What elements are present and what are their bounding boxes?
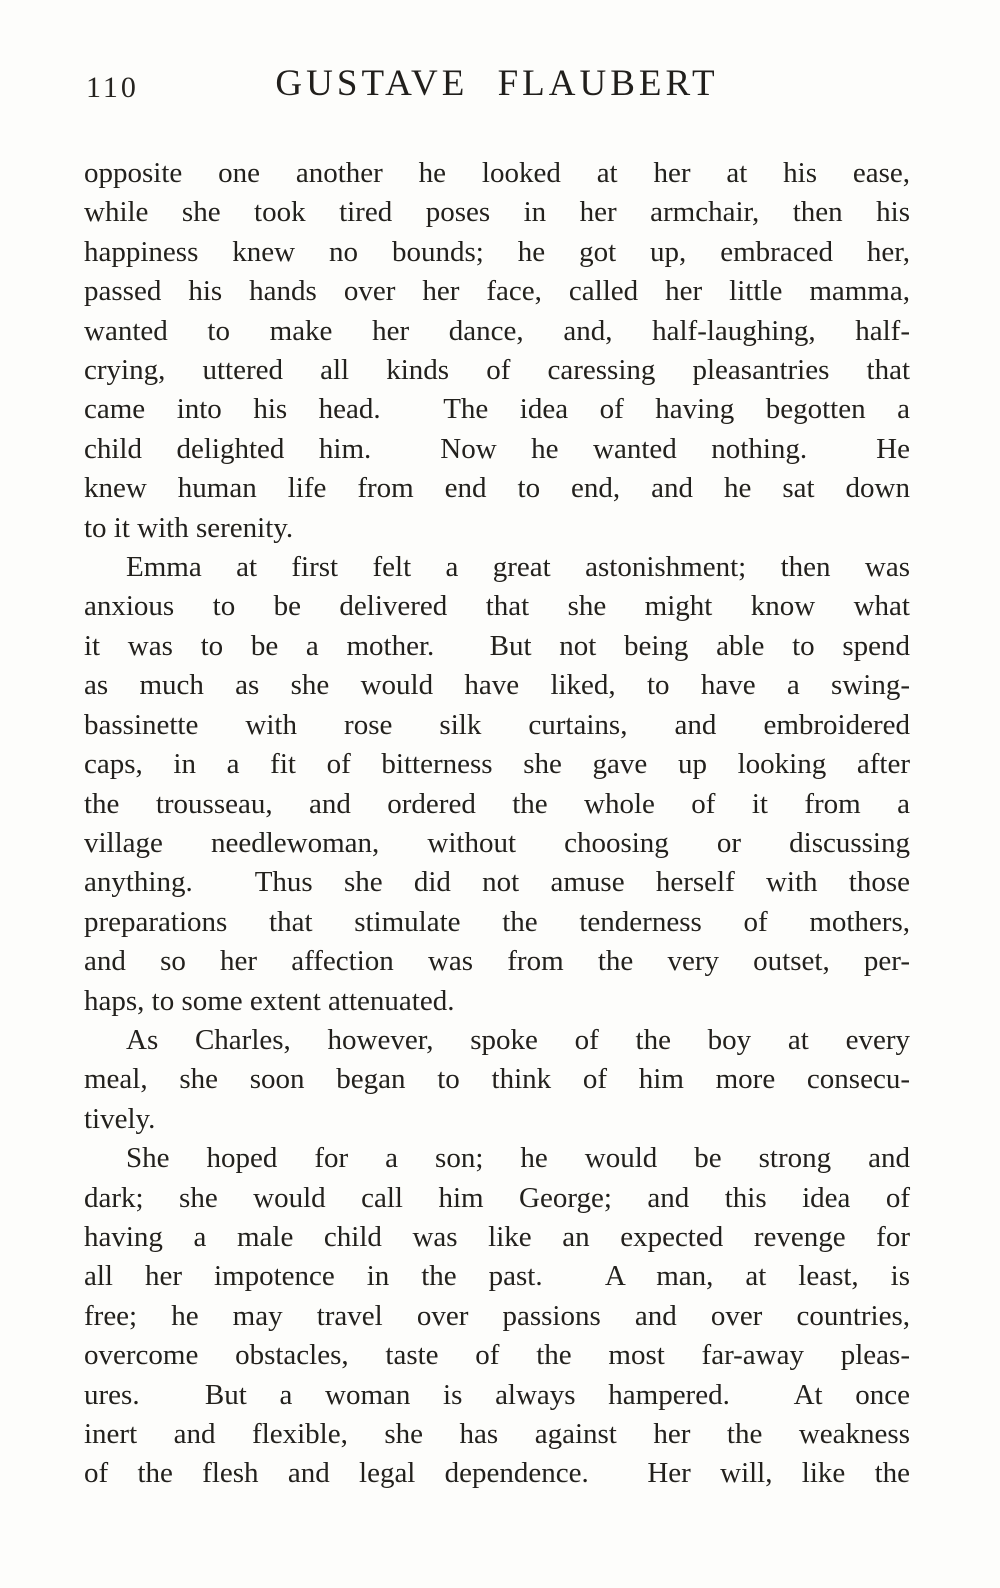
- text-line: and so her affection was from the very outset, per-: [84, 945, 910, 978]
- text-line: preparations that stimulate the tenderness of mothers,: [84, 905, 910, 938]
- page-header: [84, 62, 910, 114]
- text-line: all her impotence in the past. A man, at least, is: [84, 1260, 910, 1293]
- text-line: meal, she soon began to think of him more consecu-: [84, 1063, 910, 1096]
- text-line: overcome obstacles, taste of the most far-away pleas-: [84, 1339, 910, 1372]
- text-line: crying, uttered all kinds of caressing pleasantries that: [84, 354, 910, 387]
- text-line: bassinette with rose silk curtains, and embroidered: [84, 708, 910, 741]
- page-title: GUSTAVE FLAUBERT: [275, 63, 719, 104]
- text-line: knew human life from end to end, and he sat down: [84, 472, 910, 505]
- paragraph: [84, 548, 910, 1021]
- paragraph: [84, 1021, 910, 1139]
- text-line: came into his head. The idea of having begotten a: [84, 393, 910, 426]
- text-line: having a male child was like an expected revenge for: [84, 1220, 910, 1253]
- paragraph: [84, 1139, 910, 1494]
- text-line: child delighted him. Now he wanted nothing. He: [84, 432, 910, 465]
- text-body: [84, 154, 910, 1494]
- text-line: free; he may travel over passions and over countries,: [84, 1299, 910, 1332]
- text-line: the trousseau, and ordered the whole of it from a: [84, 787, 910, 820]
- text-line: Emma at first felt a great astonishment; then was: [126, 551, 910, 584]
- text-line: ures. But a woman is always hampered. At once: [84, 1378, 910, 1411]
- text-line: of the flesh and legal dependence. Her will, like the: [84, 1457, 910, 1490]
- text-line: wanted to make her dance, and, half-laughing, half-: [84, 314, 910, 347]
- text-line: dark; she would call him George; and this idea of: [84, 1181, 910, 1214]
- text-line: anything. Thus she did not amuse herself with those: [84, 866, 910, 899]
- text-line: inert and flexible, she has against her the weakness: [84, 1418, 910, 1450]
- text-line: to it with serenity.: [84, 511, 294, 544]
- text-line: haps, to some extent attenuated.: [84, 984, 455, 1017]
- text-line: She hoped for a son; he would be strong and: [126, 1142, 910, 1175]
- paragraph: [84, 154, 910, 548]
- page-number: 110: [86, 71, 139, 104]
- text-line: it was to be a mother. But not being able to spend: [84, 629, 910, 662]
- text-line: passed his hands over her face, called her little mamma,: [84, 275, 910, 308]
- text-line: As Charles, however, spoke of the boy at every: [126, 1023, 910, 1056]
- text-line: village needlewoman, without choosing or discussing: [84, 826, 910, 859]
- text-line: tively.: [84, 1102, 156, 1135]
- text-line: caps, in a fit of bitterness she gave up looking after: [84, 748, 910, 781]
- text-line: anxious to be delivered that she might know what: [84, 590, 910, 623]
- text-line: as much as she would have liked, to have a swing-: [84, 669, 910, 702]
- text-line: happiness knew no bounds; he got up, embraced her,: [84, 235, 910, 268]
- text-line: opposite one another he looked at her at his ease,: [84, 157, 910, 189]
- text-line: while she took tired poses in her armchair, then his: [84, 196, 910, 229]
